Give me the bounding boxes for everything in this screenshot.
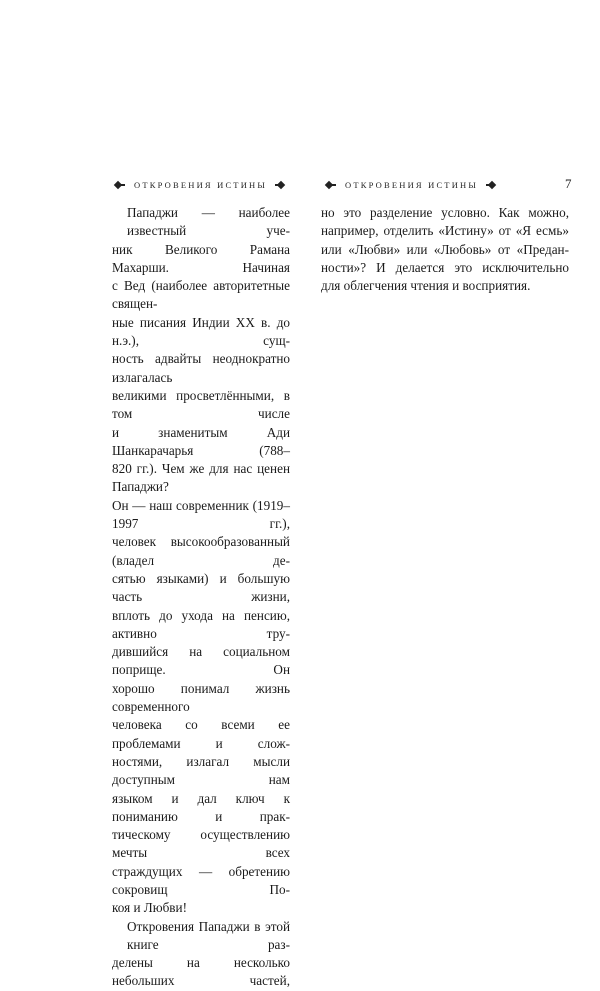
right-running-head-text: ОТКРОВЕНИЯ ИСТИНЫ <box>345 180 478 190</box>
text-line: ности»? И делается это исключительно <box>321 259 569 275</box>
text-line: дившийся на социальном поприще. Он <box>112 644 290 678</box>
text-line: коя и Любви! <box>112 900 187 916</box>
text-line: Пападжи — наиболее известный уче- <box>127 205 290 239</box>
ornament-icon <box>486 181 500 189</box>
ornament-icon <box>112 181 126 189</box>
text-line: сятью языками) и большую часть жизни, <box>112 570 290 605</box>
text-line: например, отделить «Истину» от «Я есмь» <box>321 223 569 239</box>
text-line: с Вед (наиболее авторитетные священ- <box>112 278 290 312</box>
text-line: хорошо понимал жизнь современного <box>112 680 290 715</box>
left-running-head-text: ОТКРОВЕНИЯ ИСТИНЫ <box>134 180 267 190</box>
text-line: Он — наш современник (1919–1997 гг.), <box>112 497 290 532</box>
text-line: и знаменитым Ади Шанкарачарья (788– <box>112 424 290 458</box>
text-line: делены на несколько небольших частей, <box>112 955 290 989</box>
text-line: страждущих — обретению сокровищ По- <box>112 863 290 897</box>
text-line: но это разделение условно. Как можно, <box>321 205 569 220</box>
left-running-head <box>112 180 289 190</box>
text-line: ностями, излагал мысли доступным нам <box>112 753 290 788</box>
page-number: 7 <box>565 176 572 191</box>
text-line: человек высокообразованный (владел де- <box>112 534 290 568</box>
left-page-text <box>112 204 290 991</box>
text-line: для облегчения чтения и восприятия. <box>321 278 531 294</box>
text-line: или «Любви» или «Любовь» от «Предан- <box>321 241 569 257</box>
text-line: языком и дал ключ к пониманию и прак- <box>112 790 290 824</box>
text-line: Откровения Пападжи в этой книге раз- <box>127 918 290 952</box>
ornament-icon <box>275 181 289 189</box>
text-line: человека со всеми ее проблемами и слож- <box>112 717 290 751</box>
text-line: тическому осуществлению мечты всех <box>112 827 290 861</box>
text-line: ник Великого Рамана Махарши. Начиная <box>112 241 290 275</box>
right-running-head <box>323 180 500 190</box>
text-line: ные писания Индии XX в. до н.э.), сущ- <box>112 314 290 349</box>
text-line: ность адвайты неоднократно излагалась <box>112 351 290 385</box>
text-line: 820 гг.). Чем же для нас ценен Пападжи? <box>112 461 290 495</box>
right-page-text <box>321 204 569 295</box>
ornament-icon <box>323 181 337 189</box>
text-line: великими просветлёнными, в том числе <box>112 387 290 422</box>
text-line: вплоть до ухода на пенсию, активно тру- <box>112 607 290 641</box>
